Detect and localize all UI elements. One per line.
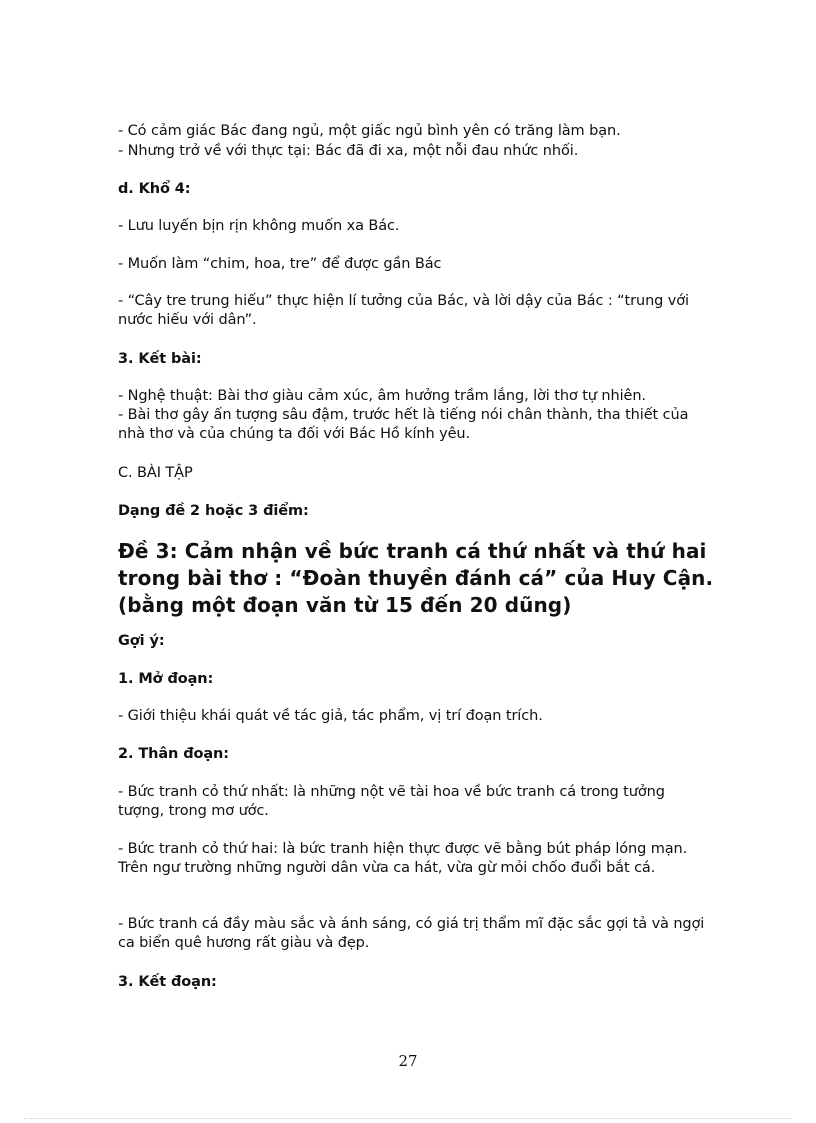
heading-than-doan: 2. Thân đoạn:: [118, 746, 229, 762]
bullet-line: - Nghệ thuật: Bài thơ giàu cảm xúc, âm hưởng trầm lắng, lời thơ tự nhiên.: [118, 388, 646, 404]
heading-ket-doan: 3. Kết đoạn:: [118, 974, 217, 990]
heading-dang-de: Dạng đề 2 hoặc 3 điểm:: [118, 503, 309, 519]
heading-ket-bai: 3. Kết bài:: [118, 351, 202, 367]
bullet-paragraph: - Bức tranh cỏ thứ hai: là bức tranh hiện thực được vẽ bằng bút pháp lóng mạn. Trên ngư trường những người dân vừa ca hát, vừa gừ mỏi chốo đuổi bắt cá.: [118, 841, 688, 876]
exercise-title: Đề 3: Cảm nhận về bức tranh cá thứ nhất và thứ hai trong bài thơ : “Đoàn thuyền đánh cá” của Huy Cận.(bằng một đoạn văn từ 15 đến 20 dũng): [118, 539, 714, 617]
bullet-line: - Lưu luyến bịn rịn không muốn xa Bác.: [118, 218, 400, 234]
bullet-line: - Nhưng trở về với thực tại: Bác đã đi xa, một nỗi đau nhức nhối.: [118, 143, 579, 159]
heading-mo-doan: 1. Mở đoạn:: [118, 671, 214, 687]
heading-kho-4: d. Khổ 4:: [118, 181, 191, 197]
heading-bai-tap: C. BÀI TẬP: [118, 465, 193, 481]
page-divider: [24, 1118, 792, 1119]
bullet-paragraph: - Bức tranh cá đầy màu sắc và ánh sáng, có giá trị thẩm mĩ đặc sắc gợi tả và ngợi ca biển quê hương rất giàu và đẹp.: [118, 916, 705, 951]
page-number: 27: [398, 1052, 418, 1070]
bullet-line: - Giới thiệu khái quát về tác giả, tác phẩm, vị trí đoạn trích.: [118, 708, 543, 724]
heading-goi-y: Gợi ý:: [118, 633, 165, 649]
bullet-paragraph: - Bài thơ gây ấn tượng sâu đậm, trước hết là tiếng nói chân thành, tha thiết của nhà thơ và của chúng ta đối với Bác Hồ kính yêu.: [118, 407, 689, 442]
bullet-line: - Muốn làm “chim, hoa, tre” để được gần Bác: [118, 256, 442, 272]
bullet-paragraph: - Bức tranh cỏ thứ nhất: là những nột vẽ tài hoa về bức tranh cá trong tưởng tượng, trong mơ ước.: [118, 784, 665, 819]
bullet-line: - Có cảm giác Bác đang ngủ, một giấc ngủ bình yên có trăng làm bạn.: [118, 123, 621, 139]
bullet-paragraph: - “Cây tre trung hiếu” thực hiện lí tưởng của Bác, và lời dậy của Bác : “trung với nước hiếu với dân”.: [118, 293, 689, 328]
